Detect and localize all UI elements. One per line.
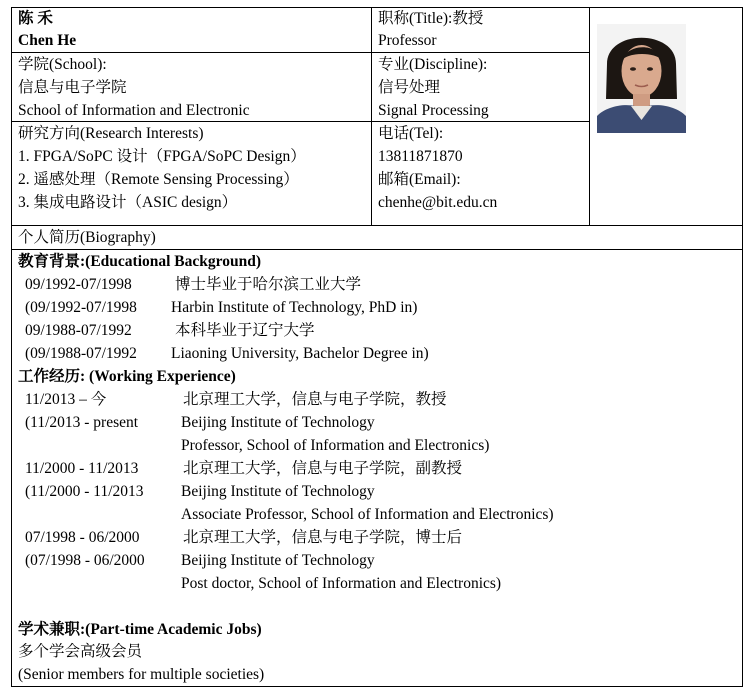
tel-value: 13811871870 xyxy=(378,148,463,165)
education-heading: 教育背景:(Educational Background) xyxy=(18,253,262,270)
work-text: Post doctor, School of Information and Electronics) xyxy=(181,575,502,592)
tel-label: 电话(Tel): xyxy=(378,125,444,142)
table-border-left xyxy=(11,7,12,687)
work-date: (11/2013 - present xyxy=(25,414,139,431)
biography-header: 个人简历(Biography) xyxy=(18,229,156,246)
education-date: (09/1988-07/1992 xyxy=(25,345,137,362)
research-item: 1. FPGA/SoPC 设计（FPGA/SoPC Design） xyxy=(18,148,306,165)
discipline-label: 专业(Discipline): xyxy=(378,56,488,73)
education-text: 本科毕业于辽宁大学 xyxy=(175,322,315,339)
jobs-en: (Senior members for multiple societies) xyxy=(18,666,265,683)
work-text: Beijing Institute of Technology xyxy=(181,483,375,500)
work-text: Professor, School of Information and Electronics) xyxy=(181,437,490,454)
work-text: Beijing Institute of Technology xyxy=(181,552,375,569)
title-value: Professor xyxy=(378,32,437,49)
email-value: chenhe@bit.edu.cn xyxy=(378,194,498,211)
education-text: Liaoning University, Bachelor Degree in) xyxy=(171,345,429,362)
school-label: 学院(School): xyxy=(18,56,107,73)
photo-divider xyxy=(589,7,590,226)
work-date: (07/1998 - 06/2000 xyxy=(25,552,145,569)
email-label: 邮箱(Email): xyxy=(378,171,461,188)
education-date: 09/1992-07/1998 xyxy=(25,276,132,293)
profile-photo xyxy=(597,24,686,133)
jobs-heading: 学术兼职:(Part-time Academic Jobs) xyxy=(18,621,262,638)
row-divider-4 xyxy=(11,249,743,250)
work-text: Beijing Institute of Technology xyxy=(181,414,375,431)
work-heading: 工作经历: (Working Experience) xyxy=(18,368,236,385)
column-divider xyxy=(371,7,372,226)
name-cn: 陈 禾 xyxy=(18,10,53,27)
work-text: Associate Professor, School of Information and Electronics) xyxy=(181,506,554,523)
education-date: 09/1988-07/1992 xyxy=(25,322,132,339)
work-text: 北京理工大学，信息与电子学院，副教授 xyxy=(183,460,463,477)
research-item: 3. 集成电路设计（ASIC design） xyxy=(18,194,238,211)
education-text: 博士毕业于哈尔滨工业大学 xyxy=(175,276,362,293)
education-date: (09/1992-07/1998 xyxy=(25,299,137,316)
discipline-en: Signal Processing xyxy=(378,102,489,119)
work-text: 北京理工大学，信息与电子学院，博士后 xyxy=(183,529,463,546)
row-divider-1 xyxy=(11,52,590,53)
work-text: 北京理工大学，信息与电子学院，教授 xyxy=(183,391,447,408)
table-border-right xyxy=(742,7,743,687)
school-en: School of Information and Electronic xyxy=(18,102,250,119)
jobs-cn: 多个学会高级会员 xyxy=(18,643,143,660)
work-date: 07/1998 - 06/2000 xyxy=(25,529,140,546)
research-item: 2. 遥感处理（Remote Sensing Processing） xyxy=(18,171,299,188)
research-label: 研究方向(Research Interests) xyxy=(18,125,204,142)
title-label: 职称(Title):教授 xyxy=(378,10,484,27)
work-date: (11/2000 - 11/2013 xyxy=(25,483,144,500)
school-cn: 信息与电子学院 xyxy=(18,79,127,96)
table-border-top xyxy=(11,7,743,8)
discipline-cn: 信号处理 xyxy=(378,79,441,96)
education-text: Harbin Institute of Technology, PhD in) xyxy=(171,299,418,316)
name-en: Chen He xyxy=(18,32,77,49)
table-border-bottom xyxy=(11,686,743,687)
row-divider-3 xyxy=(11,225,743,226)
work-date: 11/2013 – 今 xyxy=(25,391,107,408)
work-date: 11/2000 - 11/2013 xyxy=(25,460,139,477)
